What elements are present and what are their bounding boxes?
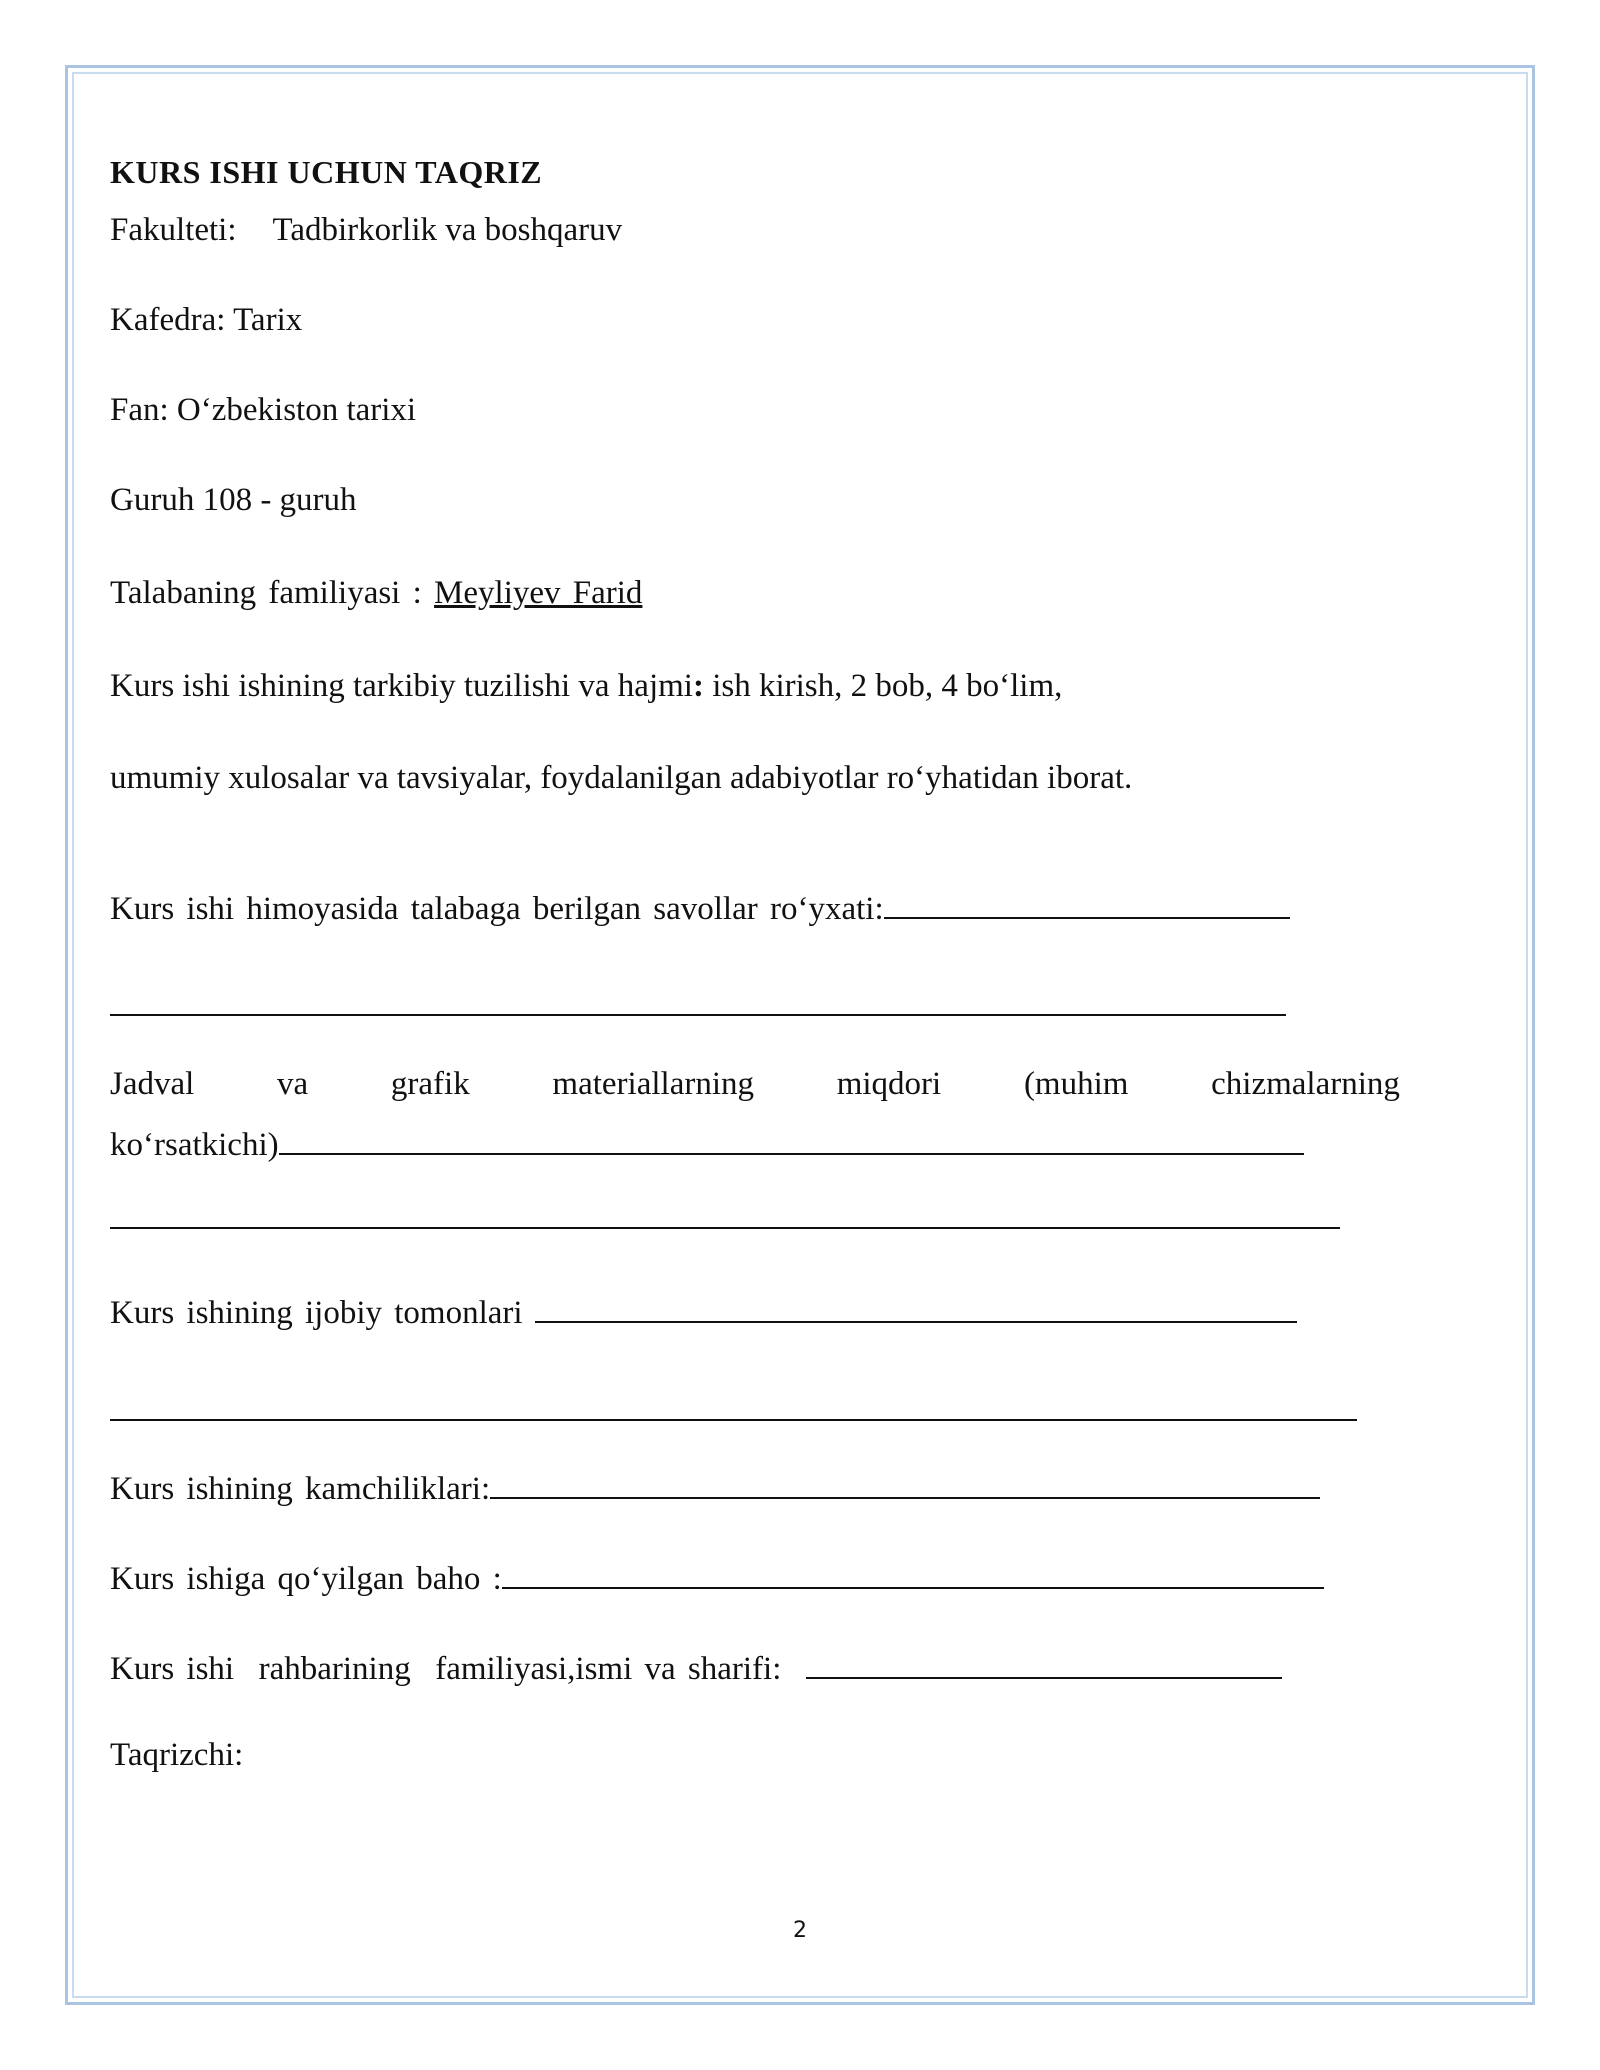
shortcomings-line [110,1473,1320,1506]
document-title: KURS ISHI UCHUN TAQRIZ [110,154,543,190]
page-number: 2 [793,1918,807,1943]
student-label: Talabaning familiyasi : [110,575,422,611]
reviewer-label: Taqrizchi: [110,1737,244,1773]
tables-word: va [277,1066,309,1102]
tables-rule [110,1227,1340,1229]
group-line: Guruh 108 - guruh [110,482,357,518]
subject-line: Fan: O‘zbekiston tarixi [110,392,417,428]
supervisor-blank [806,1676,1282,1679]
supervisor-line [110,1653,1282,1686]
department-line: Kafedra: Tarix [110,302,303,338]
tables-line-2 [110,1129,1304,1162]
structure-line [110,670,1062,703]
tables-word: miqdori [836,1066,942,1102]
student-line [110,577,642,610]
tables-word: grafik [390,1066,470,1102]
page-border-inner [72,72,1528,1998]
tables-word: chizmalarning [1211,1066,1400,1102]
grade-label: Kurs ishiga qo‘yilgan baho : [110,1561,502,1597]
grade-blank [502,1586,1324,1589]
faculty-label: Fakulteti: [110,212,237,248]
questions-blank [884,916,1290,919]
structure-label: Kurs ishi ishining tarkibiy tuzilishi va hajmi [110,668,693,704]
positives-label: Kurs ishining ijobiy tomonlari [110,1295,523,1331]
faculty-line [110,214,622,247]
faculty-value: Tadbirkorlik va boshqaruv [272,212,623,248]
structure-line-2: umumiy xulosalar va tavsiyalar, foydalanilgan adabiyotlar ro‘yhatidan iborat. [110,760,1133,796]
structure-value: ish kirish, 2 bob, 4 bo‘lim, [712,668,1063,704]
shortcomings-label: Kurs ishining kamchiliklari: [110,1471,491,1507]
questions-rule [110,1014,1286,1016]
positives-rule [110,1419,1357,1421]
tables-line [110,1068,1400,1101]
positives-line [110,1297,1297,1330]
tables-word: (muhim [1023,1066,1129,1102]
tables-word: Jadval [110,1066,195,1102]
tables-blank [279,1152,1304,1155]
positives-blank [535,1320,1297,1323]
questions-line [110,893,1290,926]
student-name: Meyliyev Farid [434,575,643,611]
supervisor-label: Kurs ishi rahbarining familiyasi,ismi va sharifi: [110,1651,782,1687]
grade-line [110,1563,1324,1596]
shortcomings-blank [490,1496,1320,1499]
questions-label: Kurs ishi himoyasida talabaga berilgan savollar ro‘yxati: [110,891,884,927]
tables-label-2: ko‘rsatkichi) [110,1127,279,1163]
structure-colon: : [692,668,704,704]
tables-word: materiallarning [552,1066,754,1102]
